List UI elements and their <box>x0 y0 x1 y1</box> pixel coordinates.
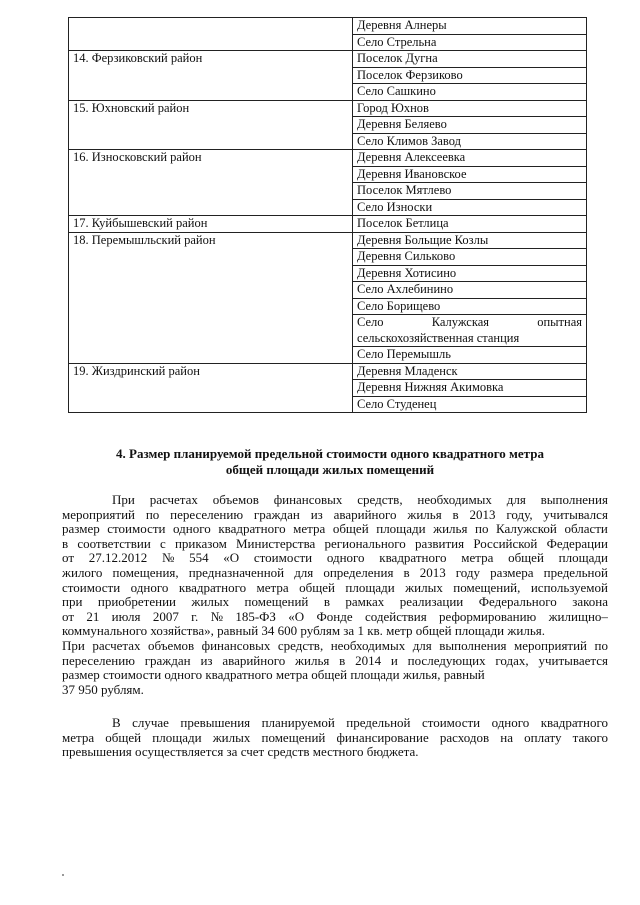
settlement-cell: Село Износки <box>353 199 587 216</box>
text-line: от 21 июля 2007 г. № 185-ФЗ «О Фонде содействия реформированию жилищно– <box>62 608 608 624</box>
settlement-cell: Деревня Алнеры <box>353 18 587 35</box>
text-line: при приобретении жилых помещений в рамках реализации Федерального закона <box>62 594 608 610</box>
table-row <box>69 216 587 233</box>
table-row <box>69 51 587 68</box>
text-line: коммунального хозяйства», равный 34 600 рублям за 1 кв. метр общей площади жилья. <box>62 623 545 639</box>
district-cell: 18. Перемышльский район <box>69 232 353 363</box>
settlement-cell: Деревня Нижняя Акимовка <box>353 380 587 397</box>
settlement-cell: Село Стрельна <box>353 34 587 51</box>
settlement-cell: Поселок Мятлево <box>353 183 587 200</box>
text-line: размер стоимости одного квадратного метра общей площади жилья, равный <box>62 667 485 683</box>
text-line: жилого помещения, предназначенной для определения в 2013 году размера предельной <box>62 564 608 580</box>
settlement-cell: Село Студенец <box>353 396 587 413</box>
text-line: мероприятий по переселению граждан из аварийного жилья в 2013 году, учитывался <box>62 506 608 522</box>
settlement-cell: Деревня Хотисино <box>353 265 587 282</box>
settlement-cell: Поселок Бетлица <box>353 216 587 233</box>
district-cell: 15. Юхновский район <box>69 100 353 150</box>
text-line: переселению граждан из аварийного жилья в 2014 и последующих годах, учитывается <box>62 652 608 668</box>
text-line: в соответствии с приказом Министерства регионального развития Российской Федерации <box>62 535 608 551</box>
word: Село <box>357 315 384 329</box>
word: опытная <box>537 315 582 329</box>
section-heading <box>70 446 590 478</box>
settlement-cell: Село Сашкино <box>353 84 587 101</box>
heading-line-1: 4. Размер планируемой предельной стоимости одного квадратного метра <box>116 446 544 461</box>
settlement-cell: Село Перемышль <box>353 347 587 364</box>
settlement-cell: Деревня Больщие Козлы <box>353 232 587 249</box>
settlement-cell: Поселок Дугна <box>353 51 587 68</box>
word: Калужская <box>431 315 490 329</box>
district-cell <box>69 18 353 51</box>
settlement-cell: Поселок Ферзиково <box>353 67 587 84</box>
district-cell: 19. Жиздринский район <box>69 363 353 413</box>
settlement-cell: Село Борищево <box>353 298 587 315</box>
text-line: При расчетах объемов финансовых средств, необходимых для выполнения мероприятий по <box>62 637 608 653</box>
text-line: метра общей площади жилых помещений финансирование расходов на оплату такого <box>62 729 608 745</box>
text-line: При расчетах объемов финансовых средств, необходимых для выполнения <box>112 492 608 507</box>
settlement-cell: Деревня Алексеевка <box>353 150 587 167</box>
paragraph-1 <box>62 493 608 697</box>
text-line: превышения осуществляется за счет средств местного бюджета. <box>62 744 419 760</box>
settlements-table <box>68 17 587 413</box>
text-line: стоимости одного квадратного метра общей площади жилых помещений, используемой <box>62 579 608 595</box>
table-row <box>69 232 587 249</box>
text-line: размер стоимости одного квадратного метра общей площади жилья по Калужской области <box>62 521 608 537</box>
settlement-cell: Деревня Ивановское <box>353 166 587 183</box>
district-cell: 17. Куйбышевский район <box>69 216 353 233</box>
district-cell: 14. Ферзиковский район <box>69 51 353 101</box>
paragraph-2 <box>62 716 608 760</box>
scan-dot <box>62 874 64 876</box>
wrapped-line: сельскохозяйственная станция <box>357 330 520 345</box>
text-line: от 27.12.2012 № 554 «О стоимости одного квадратного метра общей площади <box>62 550 608 566</box>
table-row <box>69 18 587 35</box>
heading-line-2: общей площади жилых помещений <box>225 462 435 477</box>
text-line: 37 950 рублям. <box>62 681 144 697</box>
settlement-cell: Деревня Беляево <box>353 117 587 134</box>
settlement-cell <box>353 315 587 347</box>
settlement-cell: Город Юхнов <box>353 100 587 117</box>
settlement-cell: Село Ахлебинино <box>353 282 587 299</box>
settlement-cell: Деревня Младенск <box>353 363 587 380</box>
table-row <box>69 100 587 117</box>
table-row <box>69 150 587 167</box>
table-row <box>69 363 587 380</box>
settlement-cell: Деревня Сильково <box>353 249 587 266</box>
settlement-cell: Село Климов Завод <box>353 133 587 150</box>
text-line: В случае превышения планируемой предельной стоимости одного квадратного <box>112 715 608 730</box>
district-cell: 16. Износковский район <box>69 150 353 216</box>
